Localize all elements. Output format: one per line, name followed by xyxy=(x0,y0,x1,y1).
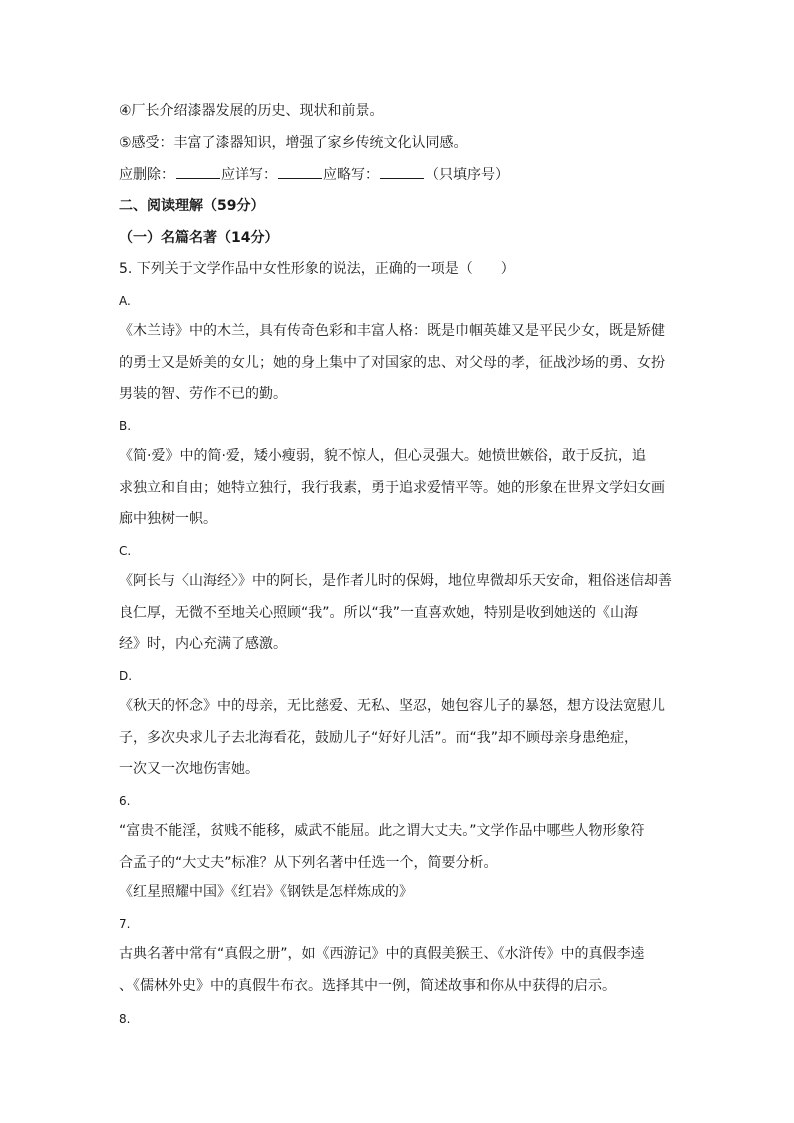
q5-option-d-line: 子，多次央求儿子去北海看花，鼓励儿子“好好儿活”。而“我”却不顾母亲身患绝症， xyxy=(119,730,639,746)
q7-line: 、《儒林外史》中的真假牛布衣。选择其中一例，简述故事和你从中获得的启示。 xyxy=(119,978,616,994)
q5-option-d-line: 《秋天的怀念》中的母亲，无比慈爱、无私、坚忍，她包容儿子的暴怒，想方设法宽慰儿 xyxy=(119,698,665,714)
q6-line: 《红星照耀中国》《红岩》《钢铁是怎样炼成的》 xyxy=(119,884,413,900)
delete-label: 应删除： xyxy=(119,167,175,183)
q5-option-c-line: 《阿长与〈山海经〉》中的阿长，是作者儿时的保姆，地位卑微却乐天安命，粗俗迷信却善 xyxy=(119,573,672,589)
q5-option-b-label: B. xyxy=(119,419,132,433)
detail-blank[interactable] xyxy=(278,164,322,179)
brief-blank[interactable] xyxy=(380,164,424,179)
q5-option-c-line: 良仁厚，无微不至地关心照顾“我”。所以“我”一直喜欢她，特别是收到她送的《山海 xyxy=(119,605,639,621)
fill-note: （只填序号） xyxy=(425,167,509,183)
q6-line: 合孟子的“大丈夫”标准？从下列名著中任选一个，简要分析。 xyxy=(119,855,498,871)
q5-option-b-line: 廊中独树一帜。 xyxy=(119,511,217,527)
q5-option-c-label: C. xyxy=(119,544,132,558)
q5-stem: 5. 下列关于文学作品中女性形象的说法，正确的一项是（ ） xyxy=(119,261,515,277)
item-4: ④厂长介绍漆器发展的历史、现状和前景。 xyxy=(119,103,384,119)
q5-option-c-line: 经》时，内心充满了感激。 xyxy=(119,636,287,652)
q5-option-a-label: A. xyxy=(119,294,131,308)
q6-line: “富贵不能淫，贫贱不能移，威武不能屈。此之谓大丈夫。”文学作品中哪些人物形象符 xyxy=(119,823,645,839)
q6-number: 6. xyxy=(119,794,131,808)
section-title: 二、阅读理解（59分） xyxy=(119,198,265,214)
q5-option-b-line: 《简·爱》中的简·爱，矮小瘦弱，貌不惊人，但心灵强大。她愤世嫉俗，敢于反抗，追 xyxy=(119,448,646,464)
q5-option-a-line: 男装的智、劳作不已的勤。 xyxy=(119,386,287,402)
q7-number: 7. xyxy=(119,917,131,931)
q5-option-b-line: 求独立和自由；她特立独行，我行我素，勇于追求爱情平等。她的形象在世界文学妇女画 xyxy=(119,480,665,496)
q5-option-a-line: 《木兰诗》中的木兰，具有传奇色彩和丰富人格：既是巾帼英雄又是平民少女，既是矫健 xyxy=(119,323,665,339)
fill-in-row xyxy=(119,164,679,185)
item-5: ⑤感受：丰富了漆器知识，增强了家乡传统文化认同感。 xyxy=(119,135,468,151)
delete-blank[interactable] xyxy=(176,164,220,179)
brief-label: 应略写： xyxy=(323,167,379,183)
q5-option-a-line: 的勇士又是娇美的女儿；她的身上集中了对国家的忠、对父母的孝，征战沙场的勇、女扮 xyxy=(119,355,665,371)
q8-number: 8. xyxy=(119,1012,131,1026)
q5-option-d-line: 一次又一次地伤害她。 xyxy=(119,761,259,777)
detail-label: 应详写： xyxy=(221,167,277,183)
q7-line: 古典名著中常有“真假之册”，如《西游记》中的真假美猴王、《水浒传》中的真假李逵 xyxy=(119,946,645,962)
subsection-title: （一）名篇名著（14分） xyxy=(119,230,279,246)
q5-option-d-label: D. xyxy=(119,669,133,683)
